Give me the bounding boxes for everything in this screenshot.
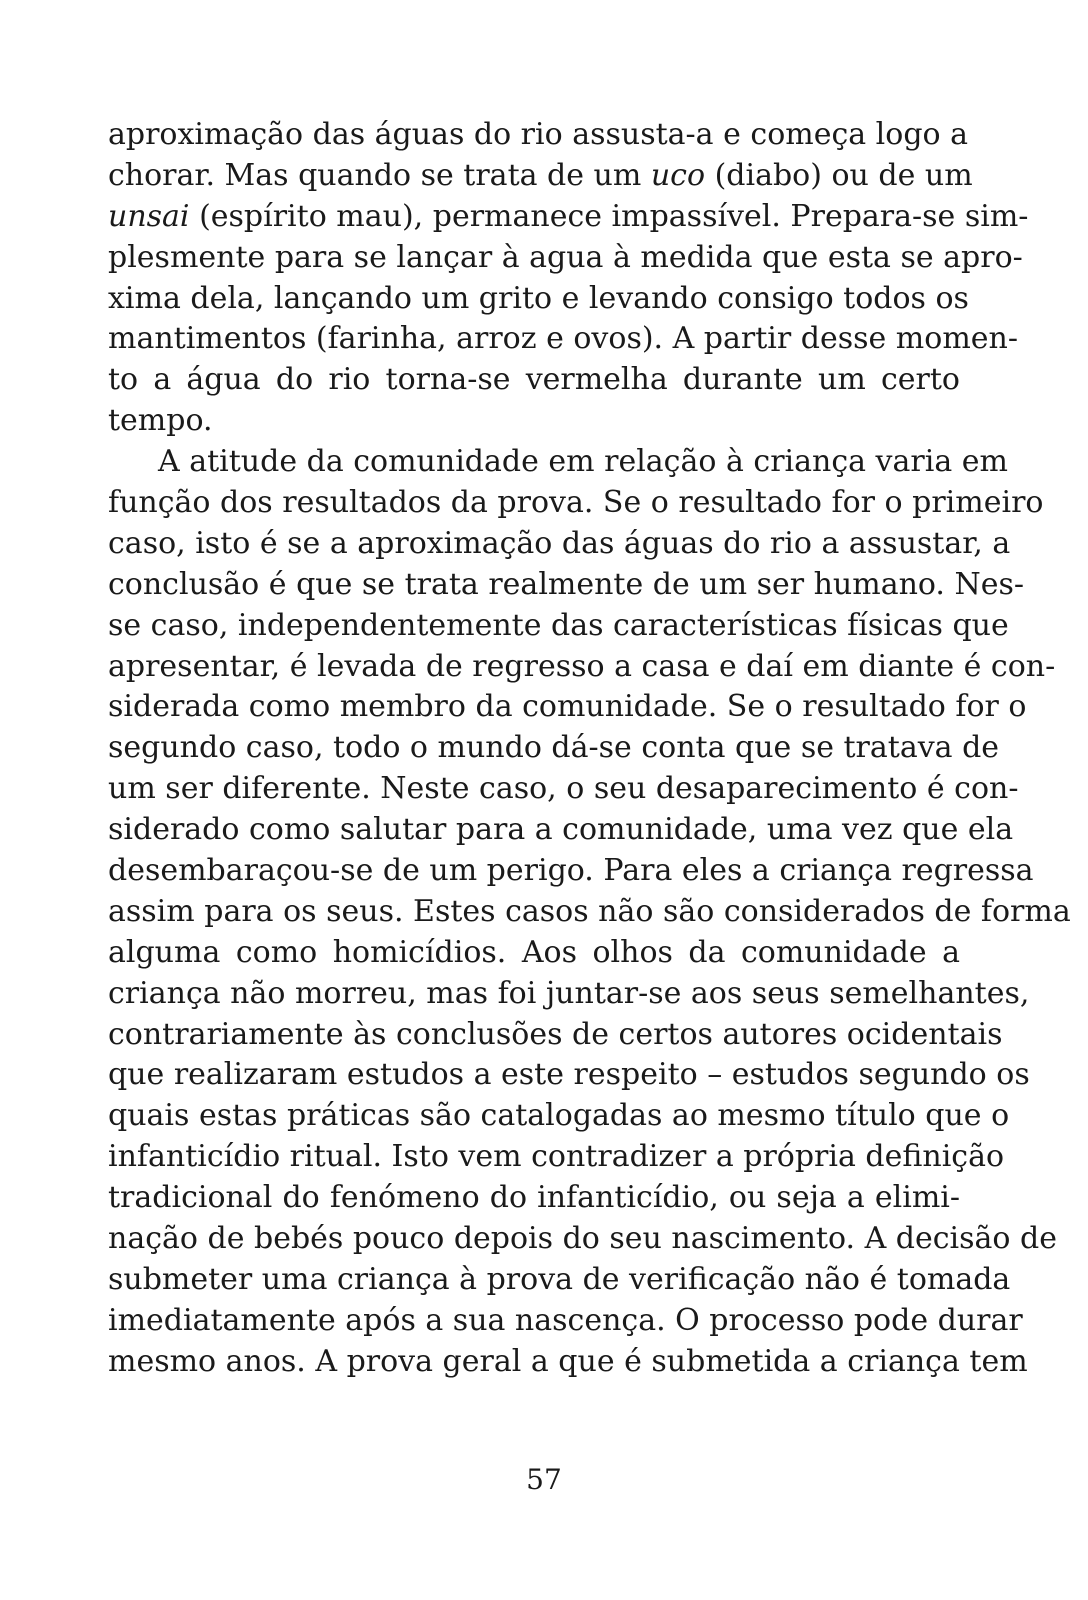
text-line (108, 115, 969, 156)
text-line (108, 1055, 1030, 1096)
text-line (108, 892, 1071, 933)
text-run: segundo caso, todo o mundo dá-se conta que se tratava de (108, 730, 1000, 766)
text-line (108, 319, 1018, 360)
text-line (108, 1260, 1011, 1301)
text-run: chorar. Mas quando se trata de um (108, 157, 651, 193)
text-line (108, 1178, 960, 1219)
text-run: quais estas práticas são catalogadas ao mesmo título que o (108, 1098, 1010, 1134)
text-line (108, 1015, 1003, 1056)
text-run: se caso, independentemente das características físicas que (108, 607, 1009, 643)
text-run: infanticídio ritual. Isto vem contradizer a própria definição (108, 1139, 1005, 1175)
text-line (108, 1219, 1057, 1260)
text-run: siderado como salutar para a comunidade, uma vez que ela (108, 812, 1014, 848)
italic-term: uco (650, 157, 706, 193)
text-run: submeter uma criança à prova de verificação não é tomada (108, 1261, 1011, 1297)
text-line (108, 851, 1034, 892)
text-line (108, 1301, 1023, 1342)
page-number: 57 (526, 1463, 562, 1496)
text-line (108, 238, 1023, 279)
text-line (108, 565, 1025, 606)
text-line (108, 933, 960, 974)
text-line (108, 728, 1000, 769)
paragraph (108, 115, 1029, 442)
text-run: to a água do rio torna-se vermelha durante um certo (108, 362, 960, 398)
text-run: apresentar, é levada de regresso a casa e daí em diante é con- (108, 648, 1056, 684)
text-line (108, 687, 1027, 728)
text-run: (diabo) ou de um (705, 157, 973, 193)
text-run: mantimentos (farinha, arroz e ovos). A partir desse momen- (108, 321, 1018, 357)
text-line (108, 769, 1019, 810)
text-run: um ser diferente. Neste caso, o seu desaparecimento é con- (108, 771, 1019, 807)
text-run: xima dela, lançando um grito e levando consigo todos os (108, 280, 969, 316)
text-line (108, 483, 1044, 524)
text-run: siderada como membro da comunidade. Se o resultado for o (108, 689, 1027, 725)
text-line (108, 524, 1011, 565)
text-run: que realizaram estudos a este respeito – estudos segundo os (108, 1057, 1030, 1093)
text-line (108, 1096, 1010, 1137)
text-run: tempo. (108, 403, 213, 439)
text-line (108, 606, 1009, 647)
text-line (108, 279, 969, 320)
text-run: nação de bebés pouco depois do seu nascimento. A decisão de (108, 1221, 1057, 1257)
text-run: A atitude da comunidade em relação à criança varia em (158, 444, 1008, 480)
text-line (108, 156, 973, 197)
text-line (108, 810, 1014, 851)
text-line (108, 1342, 1028, 1383)
body-text (108, 115, 1071, 1383)
text-line (108, 647, 1056, 688)
text-run: imediatamente após a sua nascença. O processo pode durar (108, 1302, 1023, 1338)
text-run: desembaraçou-se de um perigo. Para eles a criança regressa (108, 853, 1034, 889)
text-run: criança não morreu, mas foi juntar-se aos seus semelhantes, (108, 975, 1030, 1011)
paragraph (108, 442, 1071, 1382)
text-line (108, 442, 1008, 483)
text-run: tradicional do fenómeno do infanticídio, ou seja a elimi- (108, 1180, 960, 1216)
text-run: alguma como homicídios. Aos olhos da comunidade a (108, 934, 960, 970)
text-line (108, 360, 960, 401)
text-run: caso, isto é se a aproximação das águas do rio a assustar, a (108, 525, 1011, 561)
text-line (108, 197, 1029, 238)
text-line (108, 401, 960, 442)
text-run: contrariamente às conclusões de certos autores ocidentais (108, 1016, 1003, 1052)
text-line (108, 974, 1030, 1015)
text-run: conclusão é que se trata realmente de um ser humano. Nes- (108, 566, 1025, 602)
text-run: mesmo anos. A prova geral a que é submetida a criança tem (108, 1343, 1028, 1379)
text-run: plesmente para se lançar à agua à medida que esta se apro- (108, 239, 1023, 275)
italic-term: unsai (108, 198, 190, 234)
text-run: função dos resultados da prova. Se o resultado for o primeiro (108, 485, 1044, 521)
text-line (108, 1137, 1005, 1178)
text-run: assim para os seus. Estes casos não são considerados de forma (108, 893, 1071, 929)
text-run: aproximação das águas do rio assusta-a e começa logo a (108, 117, 969, 152)
text-run: (espírito mau), permanece impassível. Prepara-se sim- (189, 198, 1029, 234)
